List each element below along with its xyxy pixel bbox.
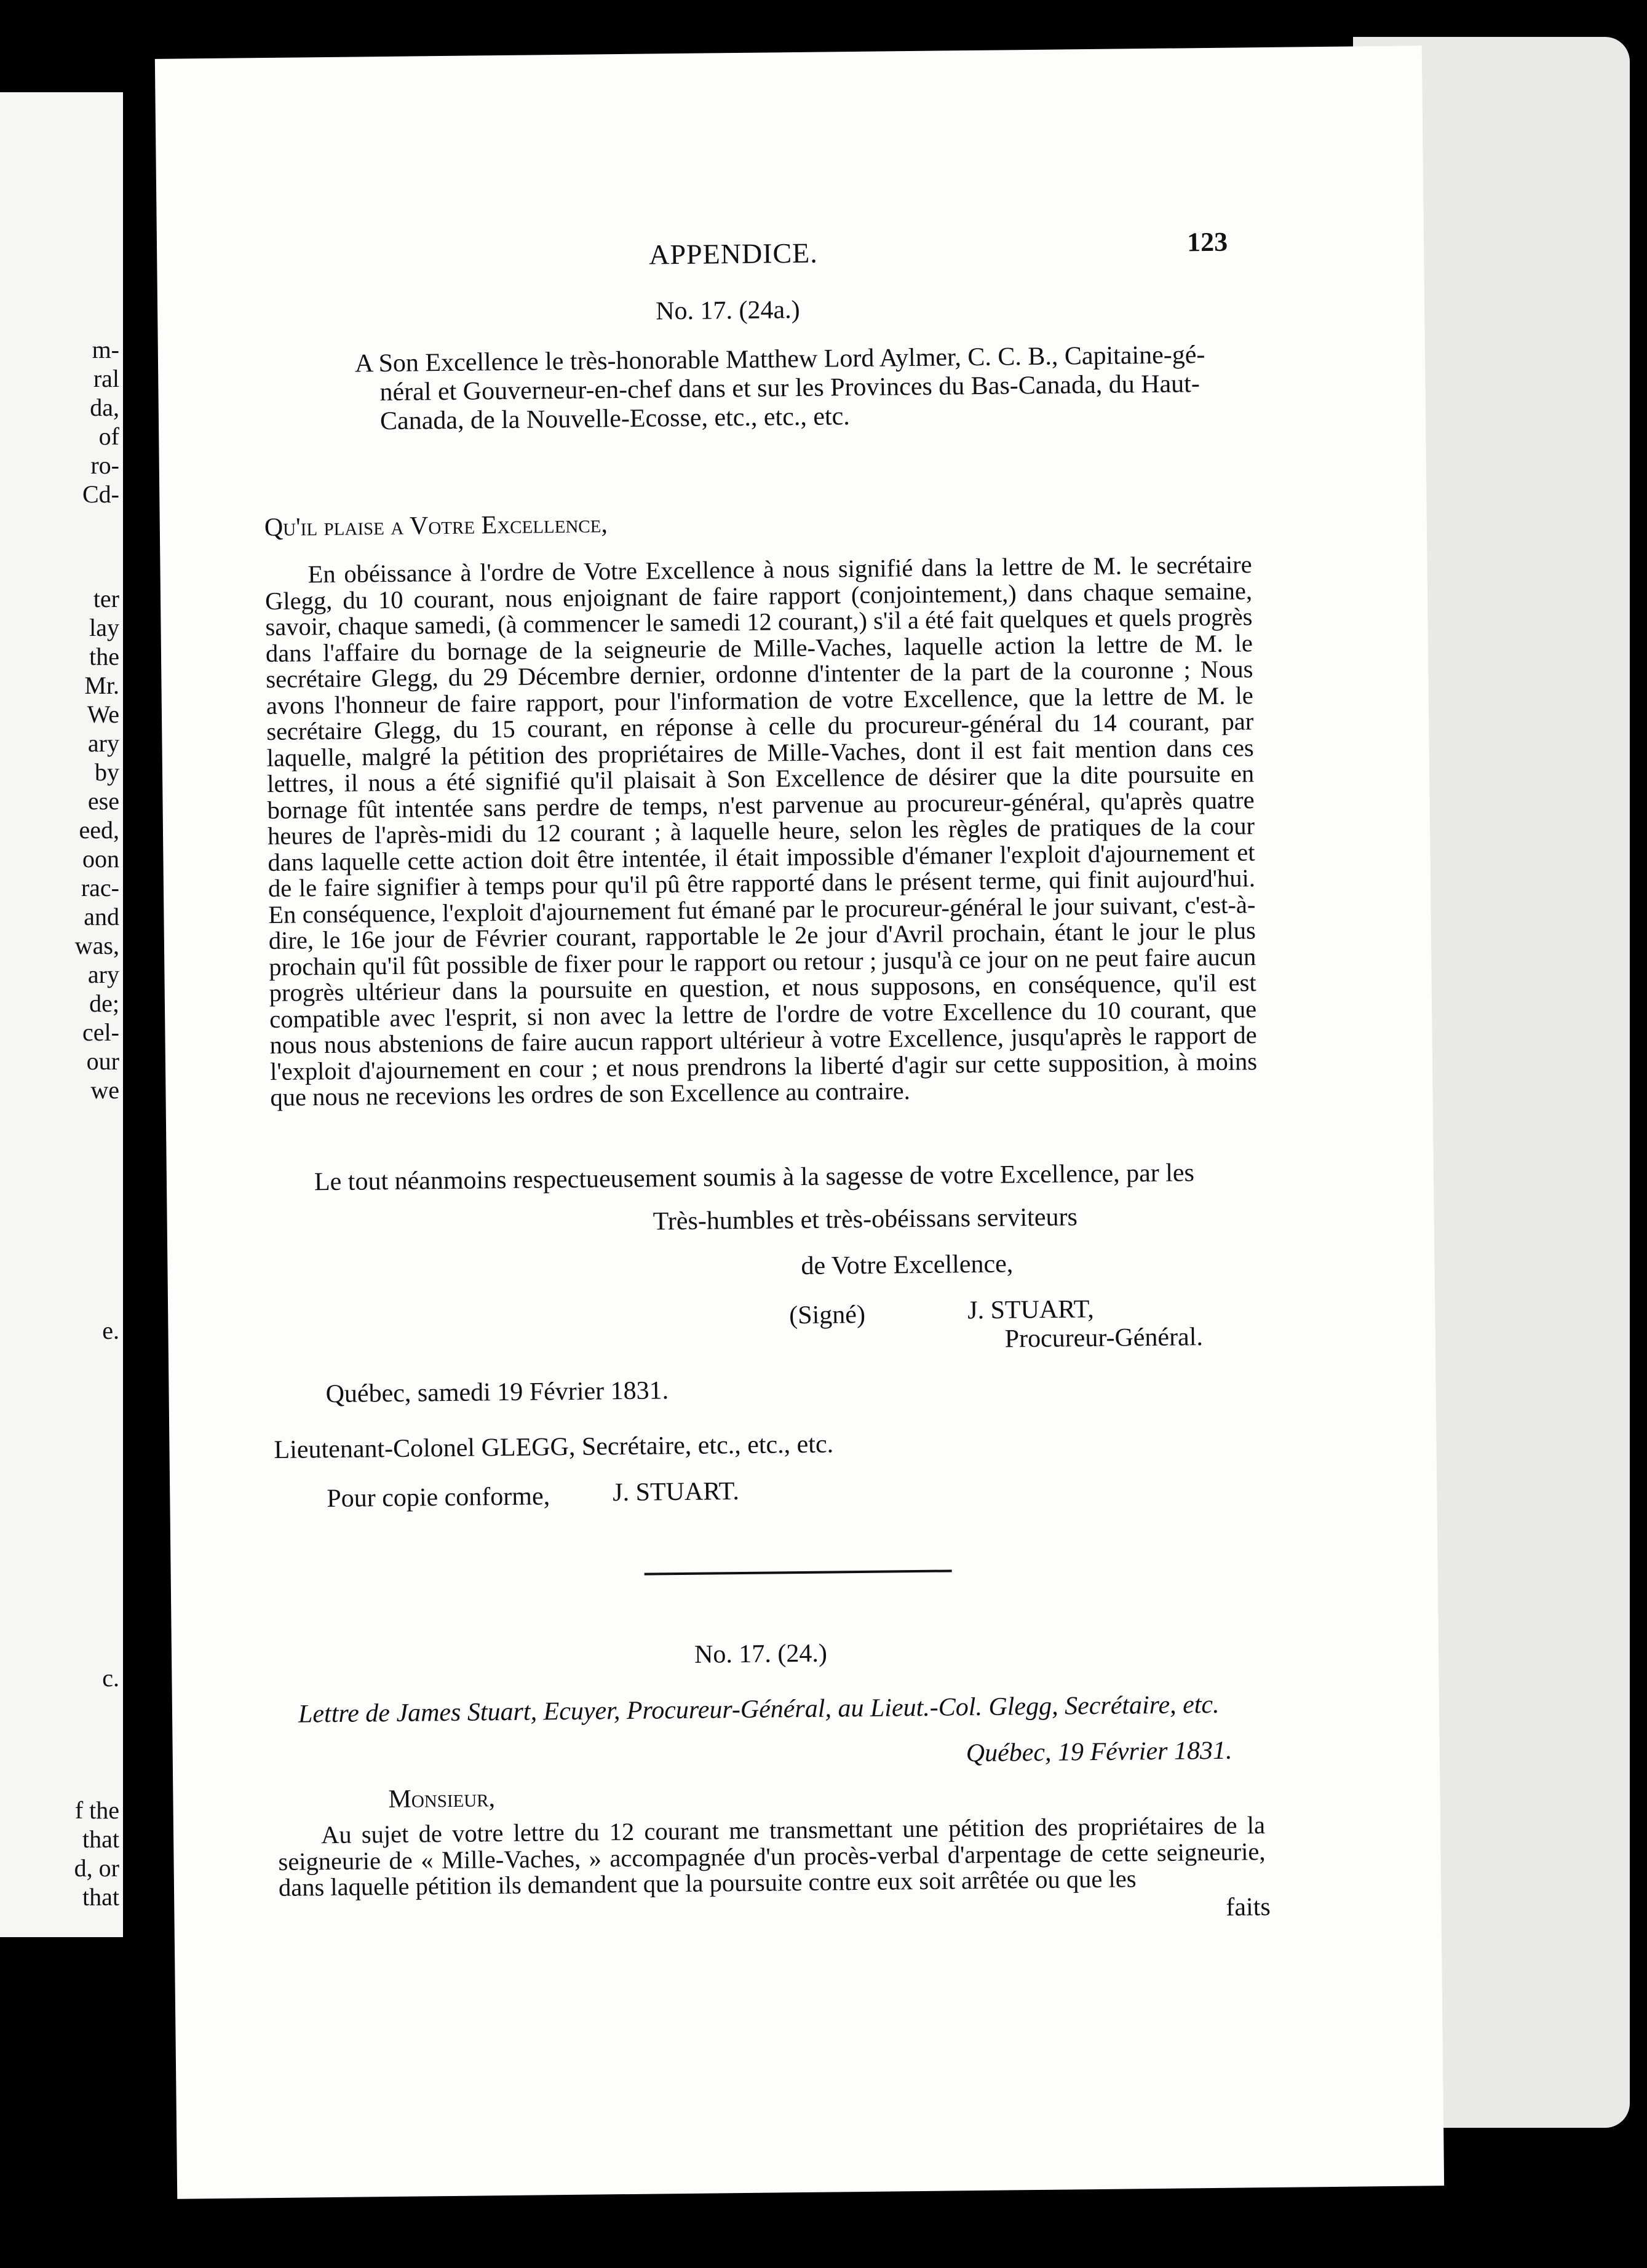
page-number: 123 <box>1186 226 1228 258</box>
letter-body: En obéissance à l'ordre de Votre Excellence à nous signifié dans la lettre de M. le secrétaire Glegg, du 10 courant, nous enjoignant de faire rapport (conjointement,) dans chaque semaine, savoir, chaque samedi, (à commencer le samedi 12 courant,) s'il a été fait quelques et quels progrès dans l'affaire du bornage de la seigneurie de Mille-Vaches, laquelle action la lettre de M. le secrétaire Glegg, du 29 Décembre dernier, ordonne d'intenter de la part de la couronne ; Nous avons l'honneur de faire rapport, pour l'information de votre Excellence, que la lettre de M. le secrétaire Glegg, du 15 courant, en réponse à celle du procureur-général du 14 courant, par laquelle, malgré la pétition des propriétaires de Mille-Vaches, dont il est fait mention dans ces lettres, il nous a été signifié qu'il plaisait à Son Excellence de désirer que la dite poursuite en bornage fût intentée sans perdre de temps, n'est parvenue au procureur-général, qu'après quatre heures de l'après-midi du 12 courant ; à laquelle heure, selon les règles de pratiques de la cour dans laquelle cette action doit être intentée, il était impossible d'émaner l'exploit d'ajournement et de le faire signifier à temps pour qu'il pû être rapporté dans le présent terme, qui finit aujourd'hui. En conséquence, l'exploit d'ajournement fut émané par le procureur-général le jour suivant, c'est-à-dire, le 16e jour de Février courant, rapportable le 2e jour d'Avril prochain, étant le jour le plus prochain qu'il fût possible de fixer pour le rapport ou retour ; jusqu'à ce jour on ne peut faire aucun progrès ultérieur dans la poursuite en question, et nous supposons, en conséquence, qu'il est compatible avec l'esprit, si non avec la lettre de l'ordre de votre Excellence du 10 courant, que nous nous abstenions de faire aucun rapport ultérieur à votre Excellence, jusqu'après le rapport de l'exploit d'ajournement en cour ; et nous prendrons la liberté d'agir sur cette supposition, à moins que nous ne recevions les ordres de son Excellence au contraire. <box>264 550 1258 1112</box>
fragment: ter <box>93 585 119 613</box>
fragment: by <box>95 758 119 786</box>
fragment: c. <box>102 1664 119 1692</box>
fragment: ro- <box>90 451 119 479</box>
address-line: Canada, de la Nouvelle-Ecosse, etc., etc., etc. <box>379 402 851 436</box>
salutation: Monsieur, <box>388 1784 496 1814</box>
fragment: and <box>84 903 119 930</box>
fragment: ary <box>87 729 119 757</box>
fragment: ese <box>87 787 119 815</box>
fragment: e. <box>102 1317 119 1344</box>
fragment: rac- <box>81 874 119 902</box>
fragment: we <box>90 1076 119 1104</box>
fragment: da, <box>90 394 119 421</box>
copy-signer: J. STUART. <box>613 1477 740 1507</box>
running-title: APPENDICE. <box>648 237 818 271</box>
facing-page-fragment <box>0 92 123 1937</box>
fragment: cel- <box>82 1018 119 1046</box>
fragment: was, <box>74 932 119 959</box>
signe-label: (Signé) <box>789 1300 866 1330</box>
fragment: eed, <box>79 816 119 844</box>
fragment: lay <box>89 614 119 641</box>
servants-line: Très-humbles et très-obéissans serviteurs <box>653 1203 1078 1236</box>
fragment: that <box>82 1883 119 1911</box>
section-divider <box>645 1569 952 1575</box>
fragment: of <box>98 422 119 450</box>
fragment: f the <box>74 1796 119 1824</box>
fragment: de; <box>89 989 119 1017</box>
fragment: our <box>86 1047 119 1075</box>
fragment: m- <box>92 336 119 363</box>
signer-title: Procureur-Général. <box>1004 1323 1204 1354</box>
fragment: the <box>89 643 119 670</box>
copy-label: Pour copie conforme, <box>327 1482 550 1513</box>
fragment: oon <box>82 845 119 873</box>
fragment: Cd- <box>82 480 119 508</box>
de-votre-line: de Votre Excellence, <box>801 1250 1014 1280</box>
fragment: ary <box>87 961 119 988</box>
place-date: Québec, samedi 19 Février 1831. <box>325 1376 669 1409</box>
recipient-line: Lieutenant-Colonel GLEGG, Secrétaire, etc., etc., etc. <box>274 1430 834 1464</box>
letter-title: Lettre de James Stuart, Ecuyer, Procureur-Général, au Lieut.-Col. Glegg, Secrétaire, etc. <box>298 1690 1220 1729</box>
fragment: ral <box>93 365 119 392</box>
letter-body: Au sujet de votre lettre du 12 courant me transmettant une pétition des propriétaires de la seigneurie de « Mille-Vaches, » accompagnée d'un procès-verbal d'arpentage de cette seigneurie, dans laquelle pétition ils demandent que la poursuite contre eux soit arrêtée ou que les <box>278 1811 1266 1901</box>
salutation: Qu'il plaise a Votre Excellence, <box>264 510 608 542</box>
signer-name: J. STUART, <box>967 1295 1095 1325</box>
book-page <box>155 46 1444 2199</box>
address-line: néral et Gouverneur-en-chef dans et sur les Provinces du Bas-Canada, du Haut- <box>379 370 1201 407</box>
catchword: faits <box>1226 1893 1271 1922</box>
doc-number: No. 17. (24a.) <box>655 295 800 326</box>
fragment: Mr. <box>84 672 119 699</box>
fragment: d, or <box>74 1854 119 1882</box>
fragment: We <box>87 700 119 728</box>
doc-number: No. 17. (24.) <box>694 1639 828 1669</box>
fragment: that <box>82 1825 119 1853</box>
closing-line: Le tout néanmoins respectueusement soumis à la sagesse de votre Excellence, par les <box>314 1159 1195 1197</box>
letter-date: Québec, 19 Février 1831. <box>966 1736 1232 1768</box>
address-line: A Son Excellence le très-honorable Matthew Lord Aylmer, C. C. B., Capitaine-gé- <box>354 341 1205 378</box>
